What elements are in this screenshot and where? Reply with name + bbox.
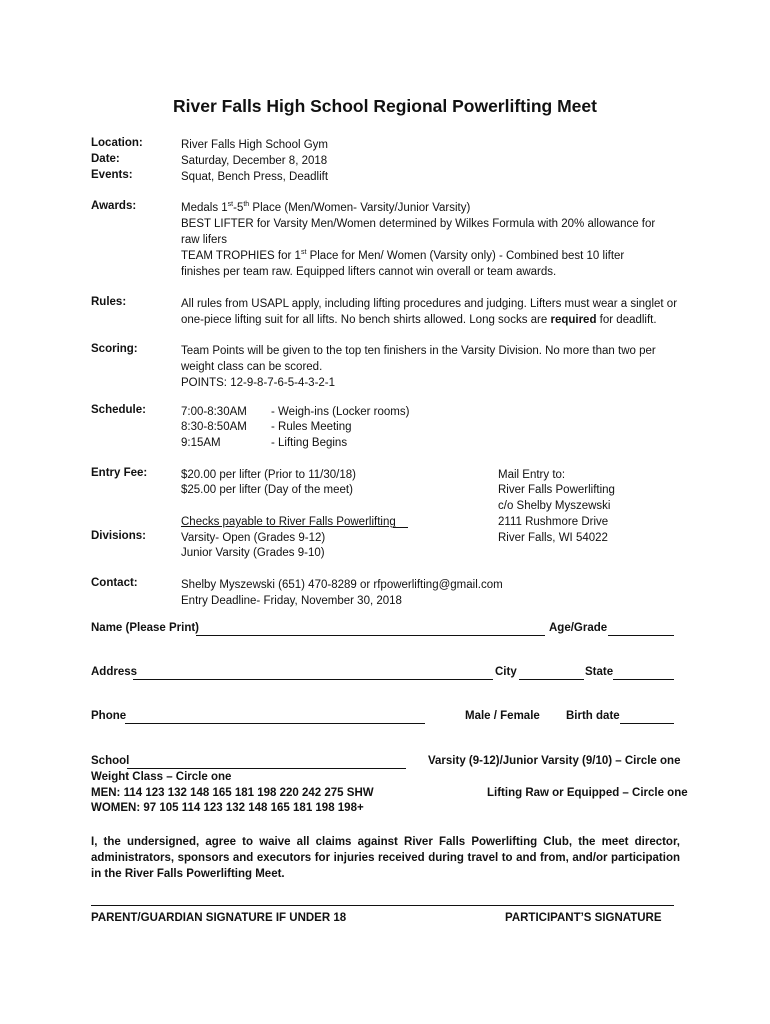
schedule-time: 7:00-8:30AM [181, 406, 247, 418]
schedule-event: - Lifting Begins [271, 437, 348, 449]
phone-input-line[interactable] [125, 723, 425, 724]
scoring-points: POINTS: 12-9-8-7-6-5-4-3-2-1 [181, 377, 336, 389]
varsity-option[interactable]: Varsity (9-12)/Junior Varsity (9/10) – Circle one [428, 755, 681, 767]
school-label: School [91, 755, 130, 767]
age-grade-label: Age/Grade [549, 622, 608, 634]
events-value: Squat, Bench Press, Deadlift [181, 171, 329, 183]
rules-text: All rules from USAPL apply, including lifting procedures and judging. Lifters must wear a singlet or one-piece lifting suit for all lifts. No bench shirts allowed. Long socks are required for deadlift. [181, 298, 678, 326]
awards-label: Awards: [91, 200, 137, 212]
division-varsity: Varsity- Open (Grades 9-12) [181, 532, 326, 544]
schedule-event: - Weigh-ins (Locker rooms) [271, 406, 410, 418]
mail-entry-line: River Falls Powerlifting [498, 484, 615, 496]
checks-underline [393, 527, 408, 528]
awards-medals: Medals 1st-5th Place (Men/Women- Varsity/Junior Varsity) [181, 201, 471, 214]
name-field-label: Name (Please Print) [91, 622, 200, 634]
events-label: Events: [91, 169, 133, 181]
women-weight-classes[interactable]: WOMEN: 97 105 114 123 132 148 165 181 198 198+ [91, 802, 364, 814]
waiver-text: I, the undersigned, agree to waive all claims against River Falls Powerlifting Club, the meet director, administrators, sponsors and executors for injuries received during travel to and from, and/or participation in the River Falls Powerlifting Meet. [91, 836, 680, 880]
name-input-line[interactable] [196, 635, 545, 636]
scoring-text: Team Points will be given to the top ten finishers in the Varsity Division. No more than two per weight class can be scored. [181, 345, 656, 373]
date-value: Saturday, December 8, 2018 [181, 155, 328, 167]
entry-deadline: Entry Deadline- Friday, November 30, 2018 [181, 595, 402, 607]
entry-fee-label: Entry Fee: [91, 467, 148, 479]
men-weight-classes[interactable]: MEN: 114 123 132 148 165 181 198 220 242 275 SHW [91, 787, 374, 799]
gender-option[interactable]: Male / Female [465, 710, 540, 722]
awards-team-trophies: TEAM TROPHIES for 1st Place for Men/ Women (Varsity only) - Combined best 10 lifter finishes per team raw. Equipped lifters cannot win overall or team awards. [181, 249, 625, 278]
city-label: City [495, 666, 517, 678]
schedule-time: 9:15AM [181, 437, 221, 449]
contact-label: Contact: [91, 577, 138, 589]
divisions-label: Divisions: [91, 530, 146, 542]
date-label: Date: [91, 153, 120, 165]
state-input-line[interactable] [613, 679, 674, 680]
birth-date-input-line[interactable] [620, 723, 674, 724]
address-input-line[interactable] [133, 679, 493, 680]
awards-best-lifter: BEST LIFTER for Varsity Men/Women determined by Wilkes Formula with 20% allowance for raw lifers [181, 218, 656, 246]
schedule-label: Schedule: [91, 404, 146, 416]
contact-info: Shelby Myszewski (651) 470-8289 or rfpowerlifting@gmail.com [181, 579, 503, 591]
entry-fee-prior: $20.00 per lifter (Prior to 11/30/18) [181, 469, 356, 481]
signature-line[interactable] [91, 905, 674, 906]
page-title: River Falls High School Regional Powerlifting Meet [173, 96, 597, 116]
weight-class-label: Weight Class – Circle one [91, 771, 232, 783]
rules-label: Rules: [91, 296, 127, 308]
mail-entry-line: c/o Shelby Myszewski [498, 500, 611, 512]
state-label: State [585, 666, 614, 678]
checks-payable: Checks payable to River Falls Powerlifting [181, 516, 396, 528]
parent-signature-label: PARENT/GUARDIAN SIGNATURE IF UNDER 18 [91, 912, 347, 924]
location-value: River Falls High School Gym [181, 139, 328, 151]
schedule-event: - Rules Meeting [271, 421, 352, 433]
age-grade-input-line[interactable] [608, 635, 674, 636]
phone-label: Phone [91, 710, 127, 722]
birth-date-label: Birth date [566, 710, 620, 722]
city-input-line[interactable] [519, 679, 584, 680]
division-junior-varsity: Junior Varsity (Grades 9-10) [181, 547, 325, 559]
mail-entry-line: 2111 Rushmore Drive [498, 516, 609, 528]
mail-entry-line: Mail Entry to: [498, 469, 566, 481]
scoring-label: Scoring: [91, 343, 138, 355]
location-label: Location: [91, 137, 143, 149]
raw-equipped-option[interactable]: Lifting Raw or Equipped – Circle one [487, 787, 688, 799]
entry-fee-day-of: $25.00 per lifter (Day of the meet) [181, 484, 353, 496]
schedule-time: 8:30-8:50AM [181, 421, 247, 433]
address-label: Address [91, 666, 138, 678]
school-input-line[interactable] [127, 768, 406, 769]
mail-entry-line: River Falls, WI 54022 [498, 532, 608, 544]
participant-signature-label: PARTICIPANT’S SIGNATURE [505, 912, 662, 924]
